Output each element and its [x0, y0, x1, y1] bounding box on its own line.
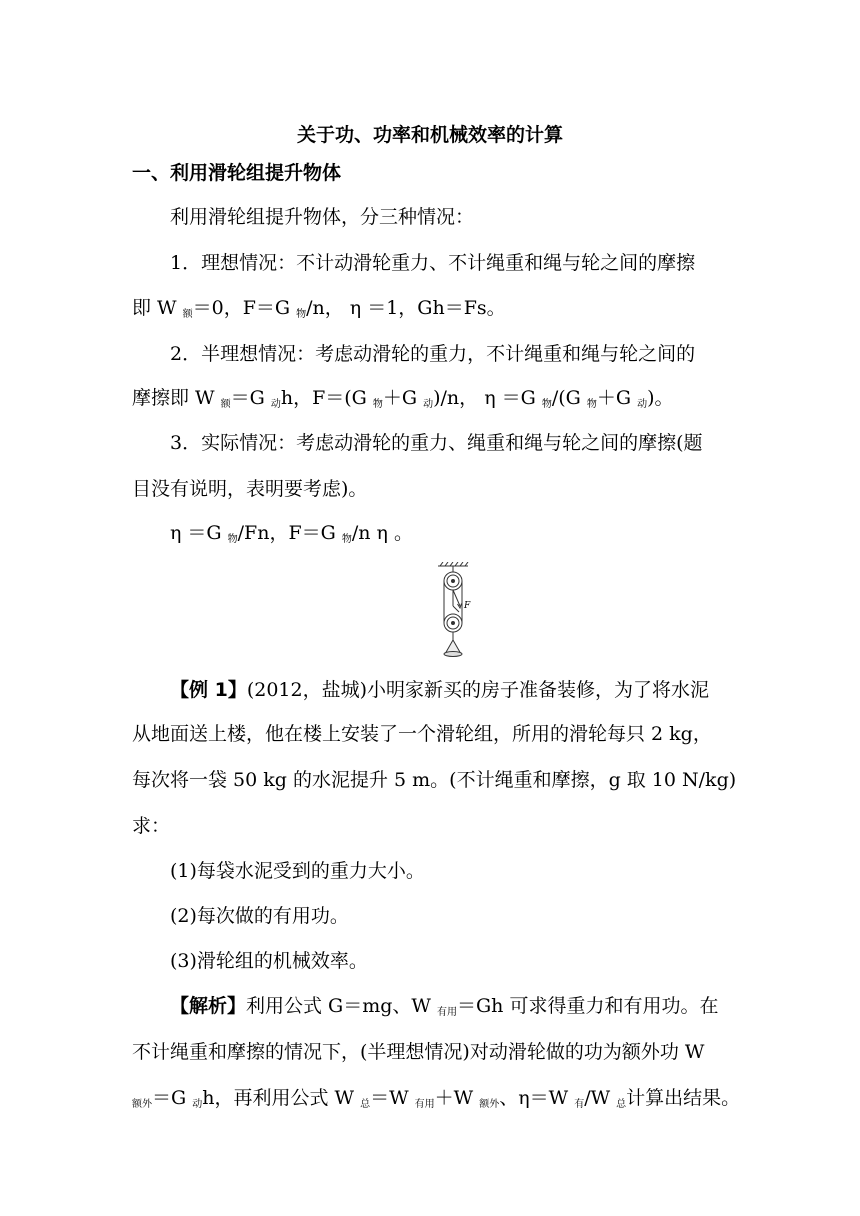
case1-line1: 1．理想情况：不计动滑轮重力、不计绳重和绳与轮之间的摩擦	[170, 252, 696, 274]
example-line2: 从地面送上楼，他在楼上安装了一个滑轮组，所用的滑轮每只 2 kg，	[132, 723, 712, 745]
intro-text: 利用滑轮组提升物体，分三种情况：	[170, 206, 475, 228]
example-tag: 【例 1】	[170, 679, 247, 701]
question-1: (1)每袋水泥受到的重力大小。	[170, 860, 425, 882]
case3-line2: 目没有说明，表明要考虑)。	[132, 478, 368, 500]
efficiency-formula: η ＝G $_物$/Fn，F＝G $_物$/n η 。	[170, 522, 413, 545]
example-line3: 每次将一袋 50 kg 的水泥提升 5 m。(不计绳重和摩擦，g 取 10 N/kg)	[132, 769, 737, 791]
pulley-diagram	[428, 562, 488, 658]
case1-line2: 即 W $_额$＝0，F＝G $_物$/n， η ＝1，Gh＝Fs。	[132, 297, 506, 320]
example-line4: 求：	[132, 815, 171, 837]
analysis-line1: 【解析】利用公式 G＝mg、W $_{有用}$＝Gh 可求得重力和有用功。在	[170, 995, 719, 1018]
case2-line2: 摩擦即 W $_额$＝G $_动$h，F＝(G $_物$＋G $_动$)/n， η ＝G $_物$/(G $_物$＋G $_动$)。	[132, 387, 674, 410]
question-3: (3)滑轮组的机械效率。	[170, 950, 368, 972]
analysis-tag: 【解析】	[170, 995, 247, 1017]
example-line1: 【例 1】(2012，盐城)小明家新买的房子准备装修，为了将水泥	[170, 679, 710, 701]
force-label: F	[464, 601, 471, 611]
case3-line1: 3．实际情况：考虑动滑轮的重力、绳重和绳与轮之间的摩擦(题	[170, 432, 703, 454]
analysis-line3: $_{额外}$＝G $_动$h，再利用公式 W $_总$＝W $_{有用}$＋W $_{额外}$、η＝W $_有$/W $_总$计算出结果。	[132, 1087, 741, 1110]
case2-line1: 2．半理想情况：考虑动滑轮的重力，不计绳重和绳与轮之间的	[170, 343, 696, 365]
question-2: (2)每次做的有用功。	[170, 905, 349, 927]
analysis-line2: 不计绳重和摩擦的情况下，(半理想情况)对动滑轮做的功为额外功 W	[132, 1041, 705, 1063]
section-heading: 一、利用滑轮组提升物体	[132, 162, 342, 184]
page-title: 关于功、功率和机械效率的计算	[296, 124, 563, 146]
